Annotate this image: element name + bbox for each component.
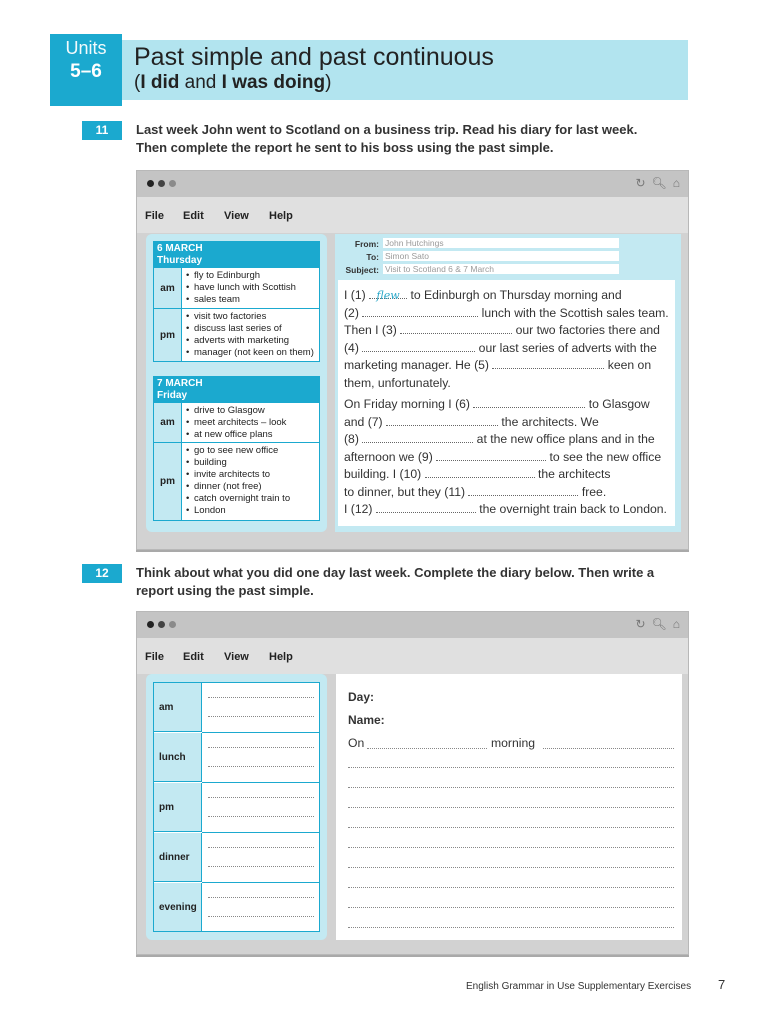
- diary-item: • building: [186, 457, 290, 469]
- diary-item: • catch overnight train to: [186, 493, 290, 505]
- diary-pm-label: pm: [154, 309, 182, 361]
- diary-item: • discuss last series of: [186, 323, 314, 335]
- window-dot-3: [169, 621, 176, 628]
- diary-pm-label: pm: [154, 443, 182, 520]
- toolbar-icons: [629, 176, 680, 190]
- diary-day-2-pm-row: [153, 443, 320, 521]
- footer-book-title: English Grammar in Use Supplementary Exercises: [466, 981, 692, 992]
- search-icon[interactable]: 🔍︎: [651, 617, 667, 631]
- menu-edit[interactable]: Edit: [183, 210, 204, 222]
- diary-item: • manager (not keen on them): [186, 347, 314, 359]
- diary-day-1-am-row: [153, 268, 320, 309]
- day-label: Day:: [348, 690, 375, 704]
- email-text: the architects: [534, 467, 611, 481]
- blank-diary-table: [153, 682, 320, 932]
- home-icon[interactable]: ⌂: [672, 176, 680, 190]
- window-titlebar: [137, 612, 688, 638]
- email-text: lunch with the Scottish sales team.: [478, 305, 669, 320]
- diary-item: • adverts with marketing: [186, 335, 314, 347]
- answer-blank-1: [369, 287, 407, 302]
- write-line[interactable]: [208, 897, 314, 898]
- morning-label: morning: [491, 736, 536, 750]
- diary-am-label: am: [154, 268, 182, 308]
- exercise-12-instruction-1: Think about what you did one day last week. Complete the diary below. Then write a: [136, 565, 655, 580]
- diary-item: • dinner (not free): [186, 481, 290, 493]
- row-divider: [202, 832, 319, 833]
- window-dot-1: [147, 621, 154, 628]
- page-title: Past simple and past continuous: [134, 43, 494, 71]
- email-from-label: From:: [354, 239, 379, 249]
- diary-day-2-date: 7 MARCH: [157, 378, 203, 389]
- page-subtitle: [134, 72, 331, 94]
- exercise-11-instruction-1: Last week John went to Scotland on a business trip. Read his diary for last week.: [136, 122, 638, 137]
- write-line[interactable]: [367, 748, 487, 749]
- menu-file[interactable]: File: [145, 210, 164, 222]
- menu-view[interactable]: View: [224, 651, 249, 663]
- exercise-number-12: 12: [82, 564, 122, 583]
- diary-day-1-pm-row: [153, 309, 320, 362]
- reload-icon[interactable]: ↻: [635, 617, 646, 631]
- units-label: Units: [65, 38, 107, 58]
- email-text: I (1): [344, 288, 370, 302]
- email-text: our two factories there and: [512, 323, 660, 337]
- menu-view[interactable]: View: [224, 210, 249, 222]
- diary-item: • London: [186, 505, 290, 517]
- write-line[interactable]: [208, 797, 314, 798]
- write-line[interactable]: [348, 867, 674, 868]
- menu-bar: [137, 638, 688, 674]
- answer-blank-10[interactable]: [425, 466, 535, 478]
- diary-item: • sales team: [186, 294, 296, 306]
- email-text: the overnight train back to London.: [475, 502, 667, 516]
- page-number: 7: [718, 977, 726, 992]
- report-area: [336, 674, 682, 940]
- email-subject-field: Visit to Scotland 6 & 7 March: [383, 264, 619, 274]
- menu-help[interactable]: Help: [269, 651, 293, 663]
- subtitle-bold-2: I was doing: [221, 72, 326, 93]
- write-line[interactable]: [208, 916, 314, 917]
- email-text: afternoon we (9): [344, 449, 437, 464]
- write-line[interactable]: [208, 747, 314, 748]
- exercise-number-11: 11: [82, 121, 122, 140]
- menu-help[interactable]: Help: [269, 210, 293, 222]
- answer-blank-2[interactable]: [362, 305, 478, 317]
- answer-blank-11[interactable]: [468, 484, 578, 496]
- email-text: On Friday morning I (6): [344, 397, 474, 411]
- answer-blank-3[interactable]: [400, 322, 512, 334]
- write-line[interactable]: [208, 847, 314, 848]
- email-text: I (12): [344, 502, 376, 516]
- answer-blank-7[interactable]: [386, 414, 498, 426]
- menu-file[interactable]: File: [145, 651, 164, 663]
- diary-day-2-weekday: Friday: [157, 390, 188, 401]
- menu-bar: [137, 197, 688, 233]
- reload-icon[interactable]: ↻: [635, 176, 646, 190]
- email-text: marketing manager. He (5): [344, 358, 493, 372]
- answer-blank-6[interactable]: [473, 396, 585, 408]
- write-line[interactable]: [348, 827, 674, 828]
- email-text: to Edinburgh on Thursday morning and: [407, 288, 622, 302]
- write-line[interactable]: [208, 697, 314, 698]
- email-text: and (7): [344, 414, 387, 429]
- diary-item: • meet architects – look: [186, 417, 286, 429]
- diary-row-pm-label: pm: [154, 783, 202, 832]
- email-text: (8): [344, 432, 363, 446]
- units-number: 5–6: [70, 61, 102, 82]
- search-icon[interactable]: 🔍︎: [651, 176, 667, 190]
- diary-day-1-am-list: [182, 268, 298, 308]
- email-text: to see the new office: [546, 449, 662, 464]
- example-answer: flew: [376, 289, 400, 302]
- diary-am-label: am: [154, 403, 182, 442]
- diary-day-1-weekday: Thursday: [157, 255, 203, 266]
- window-titlebar: [137, 171, 688, 197]
- diary-item: • visit two factories: [186, 311, 314, 323]
- answer-blank-5[interactable]: [492, 357, 604, 369]
- email-text: the architects. We: [498, 414, 599, 429]
- row-divider: [202, 732, 319, 733]
- toolbar-icons: [629, 617, 680, 631]
- email-from-field: John Hutchings: [383, 238, 619, 248]
- email-text: free.: [578, 484, 607, 499]
- diary-day-2-am-row: [153, 403, 320, 443]
- email-text: Then I (3): [344, 323, 401, 337]
- subtitle-mid: and: [179, 72, 222, 93]
- email-subject-label: Subject:: [345, 265, 379, 275]
- answer-blank-12[interactable]: [376, 501, 476, 513]
- diary-item: • invite architects to: [186, 469, 290, 481]
- home-icon[interactable]: ⌂: [672, 617, 680, 631]
- email-panel: [335, 234, 681, 532]
- write-line[interactable]: [543, 748, 674, 749]
- write-line[interactable]: [208, 866, 314, 867]
- title-band: [122, 40, 688, 100]
- diary-day-2: [153, 376, 320, 521]
- diary-row-evening-label: evening: [154, 883, 202, 931]
- answer-blank-8[interactable]: [362, 431, 473, 443]
- write-line[interactable]: [208, 816, 314, 817]
- email-text: (4): [344, 340, 363, 355]
- write-line[interactable]: [348, 807, 674, 808]
- write-line[interactable]: [348, 847, 674, 848]
- row-divider: [202, 882, 319, 883]
- diary-day-1-header: [153, 241, 320, 268]
- write-line[interactable]: [208, 766, 314, 767]
- diary-day-2-header: [153, 376, 320, 403]
- email-text: them, unfortunately.: [344, 375, 451, 390]
- exercise-12-instruction-2: report using the past simple.: [136, 583, 314, 598]
- window-dot-1: [147, 180, 154, 187]
- ex11-window: [136, 170, 689, 550]
- write-line[interactable]: [208, 716, 314, 717]
- subtitle-paren-close: ): [325, 72, 332, 93]
- write-line[interactable]: [348, 767, 674, 768]
- diary-day-1-date: 6 MARCH: [157, 243, 203, 254]
- diary-day-1-pm-list: [182, 309, 316, 361]
- email-body: [338, 280, 675, 526]
- row-divider: [202, 782, 319, 783]
- diary-item: • fly to Edinburgh: [186, 270, 296, 282]
- name-label: Name:: [348, 713, 385, 727]
- diary-day-1: [153, 241, 320, 362]
- exercise-11-instruction-2: Then complete the report he sent to his boss using the past simple.: [136, 140, 554, 155]
- diary-row-am-label: am: [154, 683, 202, 732]
- subtitle-bold-1: I did: [140, 72, 180, 93]
- diary-day-2-pm-list: [182, 443, 292, 520]
- blank-diary-panel: [146, 674, 327, 940]
- email-to-field: Simon Sato: [383, 251, 619, 261]
- units-badge: [50, 34, 122, 106]
- diary-item: • go to see new office: [186, 445, 290, 457]
- email-text: building. I (10): [344, 467, 425, 481]
- menu-edit[interactable]: Edit: [183, 651, 204, 663]
- email-text: to dinner, but they (11): [344, 484, 469, 499]
- ex12-window: [136, 611, 689, 955]
- email-text: at the new office plans and in the: [473, 432, 655, 446]
- email-to-label: To:: [366, 252, 379, 262]
- email-text: our last series of adverts with the: [475, 340, 657, 355]
- answer-blank-4[interactable]: [362, 340, 475, 352]
- diary-row-dinner-label: dinner: [154, 833, 202, 882]
- diary-item: • have lunch with Scottish: [186, 282, 296, 294]
- diary-panel: [146, 234, 327, 532]
- diary-day-2-am-list: [182, 403, 288, 442]
- window-dot-3: [169, 180, 176, 187]
- write-line[interactable]: [348, 787, 674, 788]
- write-line[interactable]: [348, 887, 674, 888]
- window-dot-2: [158, 180, 165, 187]
- email-text: (2): [344, 305, 363, 320]
- subtitle-paren-open: (: [134, 72, 141, 93]
- write-line[interactable]: [348, 907, 674, 908]
- diary-item: • drive to Glasgow: [186, 405, 286, 417]
- diary-row-lunch-label: lunch: [154, 733, 202, 782]
- window-dot-2: [158, 621, 165, 628]
- answer-blank-9[interactable]: [436, 449, 546, 461]
- on-label: On: [348, 736, 365, 750]
- diary-item: • at new office plans: [186, 429, 286, 441]
- email-text: to Glasgow: [585, 397, 650, 411]
- write-line[interactable]: [348, 927, 674, 928]
- email-text: keen on: [604, 358, 652, 372]
